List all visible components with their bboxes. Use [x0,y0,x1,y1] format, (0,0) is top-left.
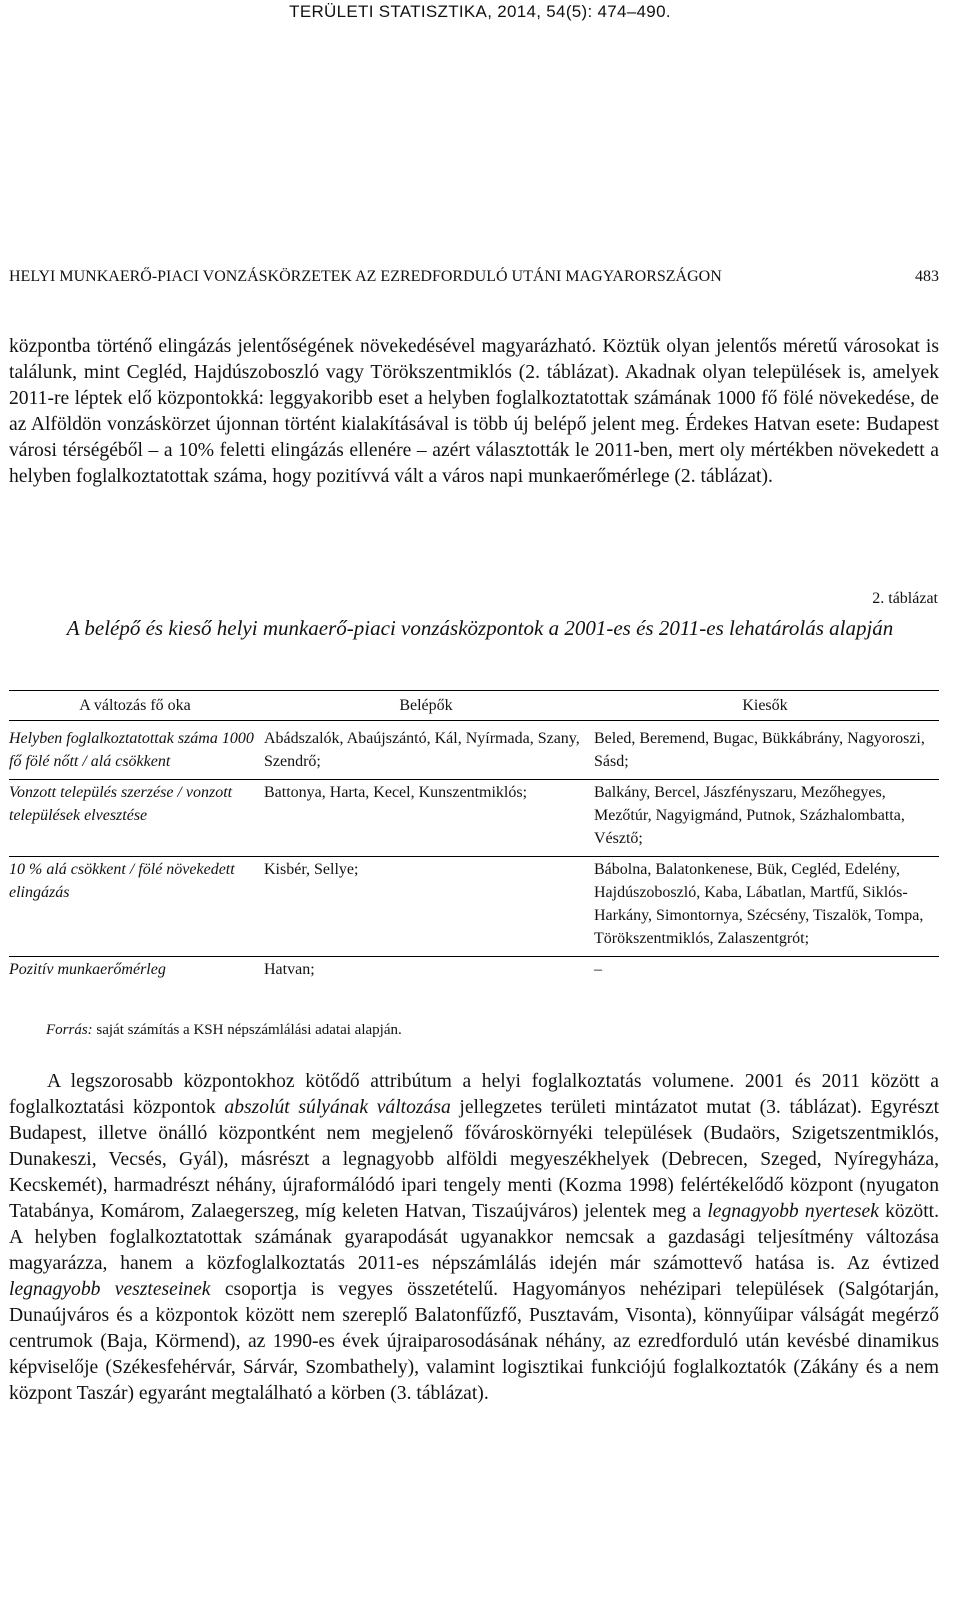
emphasis-text: abszolút súlyának változása [224,1097,451,1118]
table-cell-leaving: – [591,957,939,988]
source-label: Forrás: [46,1022,93,1038]
running-head-title: HELYI MUNKAERŐ-PIACI VONZÁSKÖRZETEK AZ EZREDFORDULÓ UTÁNI MAGYARORSZÁGON [9,268,722,285]
table-header-leaving: Kiesők [591,691,939,721]
table-cell-reason: 10 % alá csökkent / fölé növekedett elingázás [9,857,261,957]
table-cell-entering: Hatvan; [261,957,591,988]
table-header-entering: Belépők [261,691,591,721]
table-number: 2. táblázat [872,590,938,607]
paragraph-text: A legszorosabb központokhoz kötődő attribútum a helyi foglalkoztatás volumene. 2001 és 2011 között a foglalkoztatási központok [9,1071,939,1118]
table-2 [9,690,939,987]
table-cell-reason: Vonzott település szerzése / vonzott települések elvesztése [9,780,261,857]
body-paragraph-1: központba történő elingázás jelentőségének növekedésével magyarázható. Köztük olyan jelentős méretű városokat is találunk, mint Cegléd, Hajdúszoboszló vagy Törökszentmiklós (2. táblázat). Akadnak olyan települések is, amelyek 2011-re léptek elő központokká: leggyakoribb eset a helyben foglalkoztatottak számának 1000 fő fölé növekedése, de az Alföldön vonzáskörzet újonnan történt kialakításával is több új belépő jelent meg. Érdekes Hatvan esete: Budapest városi térségéből – a 10% feletti elingázás ellenére – azért választották le 2011-ben, mert oly mértékben növekedett a helyben foglalkoztatottak száma, hogy pozitívvá vált a város napi munkaerőmérlege (2. táblázat). [9,336,939,487]
journal-header: TERÜLETI STATISZTIKA, 2014, 54(5): 474–490. [289,2,671,21]
table-row [9,721,939,780]
table-cell-leaving: Bábolna, Balatonkenese, Bük, Cegléd, Edelény, Hajdúszoboszló, Kaba, Lábatlan, Martfű, Siklós-Harkány, Simontornya, Szécsény, Tiszalök, Tompa, Törökszentmiklós, Zalaszentgrót; [591,857,939,957]
emphasis-text: legnagyobb nyertesek [707,1201,879,1222]
table-cell-entering: Battonya, Harta, Kecel, Kunszentmiklós; [261,780,591,857]
emphasis-text: legnagyobb veszteseinek [9,1279,211,1300]
paragraph-text: jellegzetes területi mintázatot mutat (3. táblázat). Egyrészt Budapest, illetve önálló központként nem megjelenő fővároskörnyéki települések (Budaörs, Szigetszentmiklós, Dunakeszi, Vecsés, Gyál), másrészt a legnagyobb alföldi megyeszékhelyek (Debrecen, Szeged, Nyíregyháza, Kecskemét), harmadrészt néhány, újraformálódó ipari tengely menti (Kozma 1998) felértékelődő központ (nyugaton Tatabánya, Komárom, Zalaegerszeg, míg keleten Hatvan, Tiszaújváros) jelentek meg a [9,1097,940,1222]
page-number: 483 [915,268,939,285]
table-source [46,1022,402,1039]
table-cell-entering: Abádszalók, Abaújszántó, Kál, Nyírmada, Szany, Szendrő; [264,730,580,770]
table-cell-leaving: Balkány, Bercel, Jászfényszaru, Mezőhegyes, Mezőtúr, Nagyigmánd, Putnok, Százhalombatta, Vésztő; [591,780,939,857]
table-row [9,780,939,857]
table-cell-reason: Pozitív munkaerőmérleg [9,957,261,988]
table-row [9,857,939,957]
body-paragraph-2 [9,1069,939,1407]
running-head [9,268,939,286]
table-row [9,957,939,988]
table-cell-reason: Helyben foglalkoztatottak száma 1000 fő fölé nőtt / alá csökkent [9,730,254,770]
source-text: saját számítás a KSH népszámlálási adatai alapján. [96,1022,402,1038]
table-title: A belépő és kieső helyi munkaerő-piaci vonzásközpontok a 2001-es és 2011-es lehatárolás alapján [66,616,894,640]
table-cell-leaving: Beled, Beremend, Bugac, Bükkábrány, Nagyoroszi, Sásd; [594,730,925,770]
paragraph-text: csoportja is vegyes összetételű. Hagyományos nehézipari települések (Salgótarján, Dunaújváros és a központok között nem szereplő Balatonfűzfő, Pusztavám, Visonta), könnyűipar válságát megérző centrumok (Baja, Körmend), az 1990-es évek újraiparosodásának néhány, az ezredforduló után kevésbé dinamikus képviselője (Székesfehérvár, Sárvár, Szombathely), valamint logisztikai funkciójú foglalkoztatók (Zákány és a nem központ Taszár) egyaránt megtalálható a körben (3. táblázat). [9,1279,939,1404]
table-cell-entering: Kisbér, Sellye; [261,857,591,957]
paragraph-text: között. A helyben foglalkoztatottak számának gyarapodását ugyanakkor nemcsak a gazdasági teljesítmény változása magyarázza, hanem a közfoglalkoztatás 2011-es népszámlálás idején már számottevő hatása is. Az évtized [9,1201,939,1274]
table-header-reason: A változás fő oka [9,691,261,721]
